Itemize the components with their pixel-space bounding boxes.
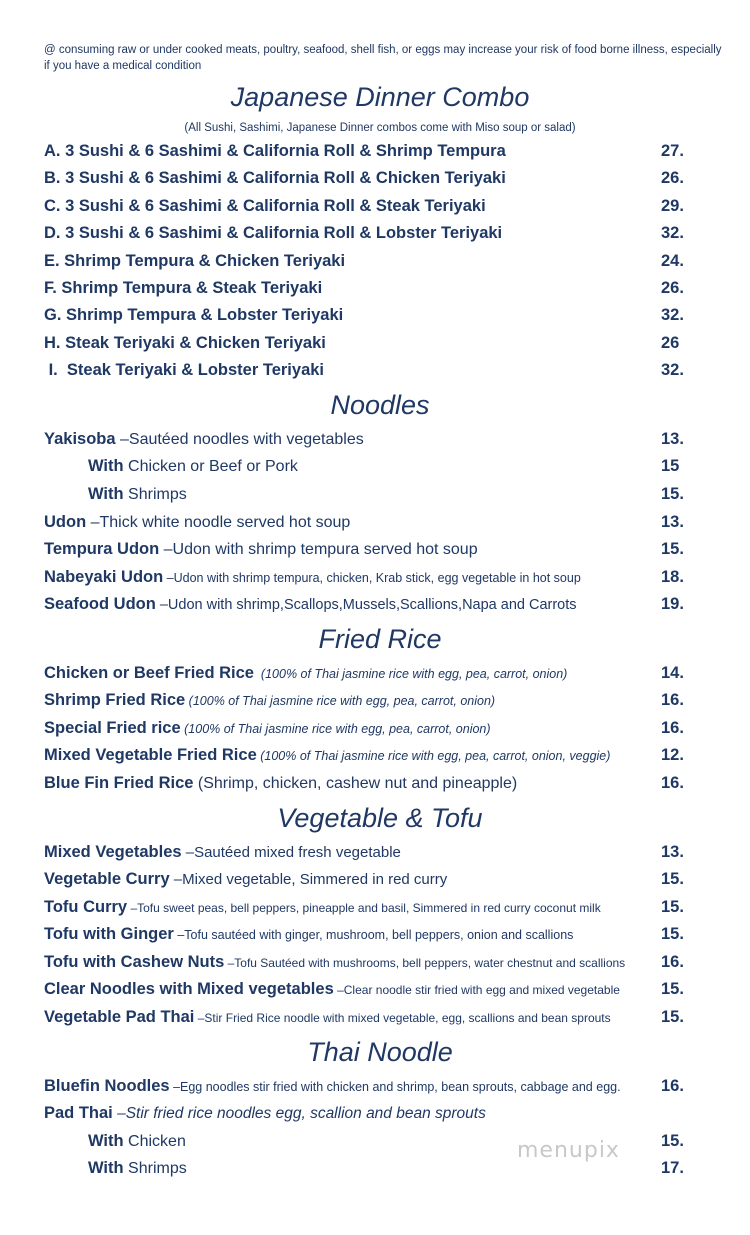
item-name: Special Fried rice [44, 719, 181, 737]
menu-item [44, 138, 694, 164]
health-warning: @ consuming raw or under cooked meats, poultry, seafood, shell fish, or eggs may increase your risk of food borne illness, especially if you have a medical condition [44, 44, 722, 72]
menu-item [44, 660, 694, 686]
item-price: 26 [661, 334, 680, 352]
thai-noodle-title: Thai Noodle [307, 1037, 453, 1067]
menu-item [44, 564, 694, 590]
item-name: Vegetable Pad Thai [44, 1008, 195, 1026]
item-price: 15 [661, 457, 680, 475]
item-name: Nabeyaki Udon [44, 568, 164, 586]
item-price: 15. [661, 1008, 684, 1026]
item-name: Mixed Vegetable Fried Rice [44, 746, 257, 764]
item-name: Clear Noodles with Mixed vegetables [44, 980, 334, 998]
menupix-watermark: menupix [517, 1138, 620, 1163]
item-description: –Tofu sautéed with ginger, mushroom, bell peppers, onion and scallions [173, 928, 574, 942]
item-name: Chicken or Beef Fried Rice [44, 664, 254, 682]
item-description: (100% of Thai jasmine rice with egg, pea, carrot, onion) [185, 694, 496, 708]
item-price: 15. [661, 1132, 684, 1150]
item-name: With [88, 1159, 124, 1177]
item-price: 16. [661, 774, 684, 792]
vegetable-tofu-title: Vegetable & Tofu [277, 803, 483, 833]
item-name: Tempura Udon [44, 540, 160, 558]
item-price: 27. [661, 142, 684, 160]
item-description: –Udon with shrimp tempura, chicken, Krab stick, egg vegetable in hot soup [163, 571, 581, 585]
japanese-combo-title: Japanese Dinner Combo [230, 82, 530, 112]
item-name: Pad Thai [44, 1104, 113, 1122]
item-name: Yakisoba [44, 430, 116, 448]
item-name: Shrimp Fried Rice [44, 691, 186, 709]
menu-item [44, 509, 694, 535]
item-name: Seafood Udon [44, 595, 156, 613]
item-description: Shrimps [123, 486, 187, 503]
item-name: With [88, 485, 124, 503]
japanese-combo-note: (All Sushi, Sashimi, Japanese Dinner combos come with Miso soup or salad) [184, 122, 576, 134]
item-description: –Udon with shrimp,Scallops,Mussels,Scallions,Napa and Carrots [155, 597, 577, 613]
item-name: Tofu with Ginger [44, 925, 174, 943]
item-price: 13. [661, 430, 684, 448]
item-name: H. Steak Teriyaki & Chicken Teriyaki [44, 334, 326, 352]
menu-item [44, 330, 694, 356]
item-price: 14. [661, 664, 684, 682]
fried-rice-title: Fried Rice [318, 624, 442, 654]
item-description: Chicken or Beef or Pork [123, 458, 298, 475]
item-price: 15. [661, 980, 684, 998]
menu-item [44, 275, 694, 301]
item-price: 16. [661, 1077, 684, 1095]
item-description: –Thick white noodle served hot soup [86, 514, 351, 531]
item-description: (100% of Thai jasmine rice with egg, pea, carrot, onion, veggie) [256, 749, 611, 763]
menu-subitem [88, 1128, 738, 1154]
menu-item [44, 1073, 694, 1099]
item-name: Tofu with Cashew Nuts [44, 953, 225, 971]
item-price: 19. [661, 595, 684, 613]
menu-item [44, 426, 694, 452]
item-name: With [88, 457, 124, 475]
menu-subitem [88, 481, 738, 507]
item-price: 12. [661, 746, 684, 764]
menu-item [44, 949, 694, 975]
menu-subitem [88, 1155, 738, 1181]
item-name: Blue Fin Fried Rice [44, 774, 194, 792]
item-description: –Tofu Sautéed with mushrooms, bell peppers, water chestnut and scallions [224, 956, 626, 970]
menu-item [44, 839, 694, 865]
item-price: 16. [661, 953, 684, 971]
item-description: –Udon with shrimp tempura served hot soup [159, 541, 478, 558]
item-name: Udon [44, 513, 87, 531]
menu-item [44, 715, 694, 741]
item-name: Tofu Curry [44, 898, 128, 916]
item-price: 29. [661, 197, 684, 215]
menu-item [44, 866, 694, 892]
menu-item [44, 1100, 694, 1126]
item-description: (100% of Thai jasmine rice with egg, pea, carrot, onion) [180, 722, 491, 736]
item-price: 13. [661, 513, 684, 531]
item-name: C. 3 Sushi & 6 Sashimi & California Roll & Steak Teriyaki [44, 197, 486, 215]
menu-item [44, 220, 694, 246]
item-price: 15. [661, 540, 684, 558]
menu-item [44, 536, 694, 562]
item-name: Vegetable Curry [44, 870, 170, 888]
item-description: (Shrimp, chicken, cashew nut and pineapple) [193, 775, 518, 792]
item-description: (100% of Thai jasmine rice with egg, pea, carrot, onion) [253, 667, 568, 681]
menu-subitem [88, 453, 738, 479]
item-description: –Mixed vegetable, Simmered in red curry [169, 871, 448, 888]
item-name: D. 3 Sushi & 6 Sashimi & California Roll & Lobster Teriyaki [44, 224, 503, 242]
menu-item [44, 742, 694, 768]
item-name: G. Shrimp Tempura & Lobster Teriyaki [44, 306, 344, 324]
menu-item [44, 302, 694, 328]
item-price: 17. [661, 1159, 684, 1177]
item-price: 32. [661, 361, 684, 379]
item-price: 15. [661, 898, 684, 916]
item-price: 26. [661, 169, 684, 187]
item-name: A. 3 Sushi & 6 Sashimi & California Roll & Shrimp Tempura [44, 142, 506, 160]
menu-item [44, 1004, 694, 1030]
menu-item [44, 357, 694, 383]
item-price: 26. [661, 279, 684, 297]
item-price: 13. [661, 843, 684, 861]
menu-item [44, 591, 694, 617]
item-description: Chicken [123, 1133, 186, 1150]
noodles-title: Noodles [330, 390, 430, 420]
item-description: –Stir Fried Rice noodle with mixed vegetable, egg, scallions and bean sprouts [194, 1011, 611, 1025]
item-description: –Sautéed mixed fresh vegetable [181, 844, 401, 861]
item-price: 24. [661, 252, 684, 270]
item-price: 15. [661, 870, 684, 888]
item-price: 15. [661, 925, 684, 943]
menu-item [44, 921, 694, 947]
menu-item [44, 894, 694, 920]
item-name: F. Shrimp Tempura & Steak Teriyaki [44, 279, 323, 297]
item-description: –Egg noodles stir fried with chicken and shrimp, bean sprouts, cabbage and egg. [169, 1080, 621, 1094]
item-price: 16. [661, 719, 684, 737]
item-name: E. Shrimp Tempura & Chicken Teriyaki [44, 252, 346, 270]
menu-item [44, 165, 694, 191]
item-name: I. Steak Teriyaki & Lobster Teriyaki [44, 361, 325, 379]
item-description: –Sautéed noodles with vegetables [115, 431, 364, 448]
item-name: Bluefin Noodles [44, 1077, 170, 1095]
item-description: –Stir fried rice noodles egg, scallion and bean sprouts [112, 1105, 486, 1122]
item-name: B. 3 Sushi & 6 Sashimi & California Roll & Chicken Teriyaki [44, 169, 506, 187]
menu-item [44, 193, 694, 219]
item-price: 15. [661, 485, 684, 503]
menu-item [44, 687, 694, 713]
item-description: –Tofu sweet peas, bell peppers, pineapple and basil, Simmered in red curry coconut milk [127, 901, 601, 915]
item-description: –Clear noodle stir fried with egg and mixed vegetable [333, 983, 620, 997]
item-price: 16. [661, 691, 684, 709]
item-description: Shrimps [123, 1160, 187, 1177]
menu-item [44, 976, 694, 1002]
menu-item [44, 248, 694, 274]
item-price: 32. [661, 224, 684, 242]
item-name: With [88, 1132, 124, 1150]
item-name: Mixed Vegetables [44, 843, 182, 861]
item-price: 18. [661, 568, 684, 586]
menu-item [44, 770, 694, 796]
item-price: 32. [661, 306, 684, 324]
